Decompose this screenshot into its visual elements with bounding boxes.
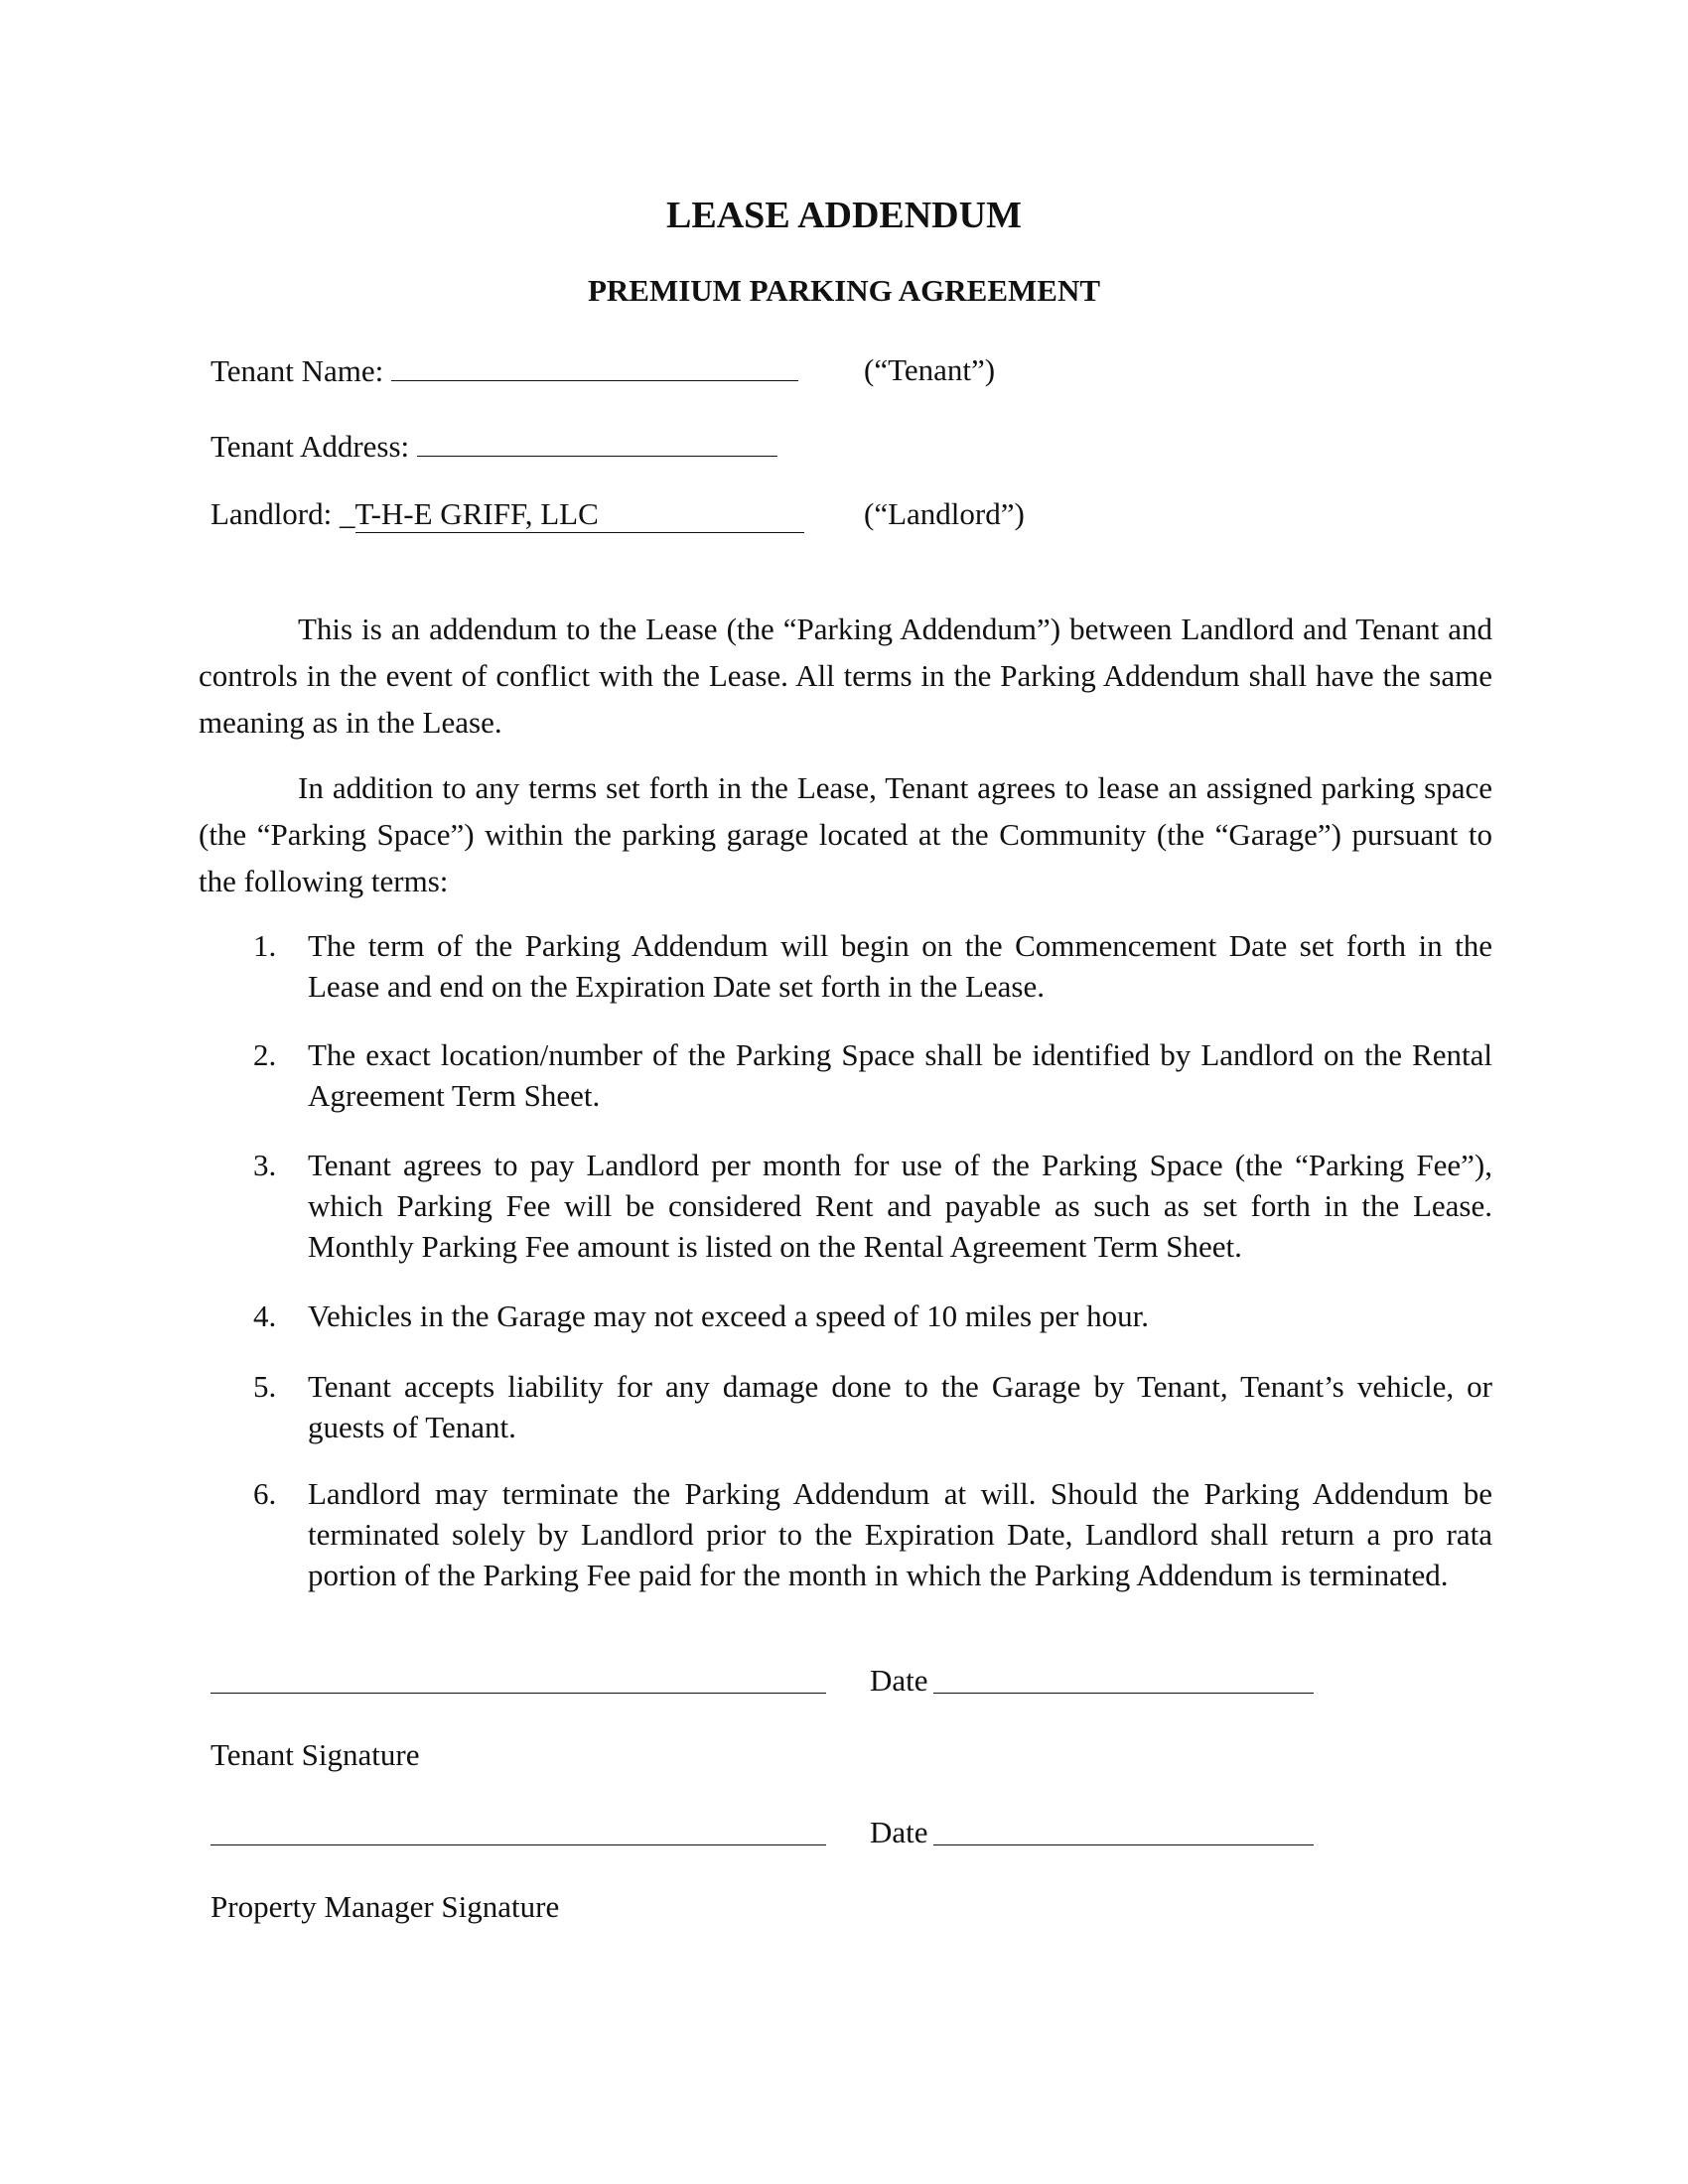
term-item (253, 1473, 1492, 1595)
tenant-signature-label: Tenant Signature (211, 1737, 420, 1772)
tenant-date-label: Date (870, 1663, 928, 1698)
manager-signature-label: Property Manager Signature (211, 1889, 560, 1924)
term-text: Vehicles in the Garage may not exceed a speed of 10 miles per hour. (308, 1298, 1150, 1333)
term-item (253, 1366, 1492, 1447)
terms-intro-paragraph: In addition to any terms set forth in the Lease, Tenant agrees to lease an assigned parking space (the “Parking Space”) within the parking garage located at the Community (the “Garage”) pursuant to the following terms: (199, 770, 1492, 898)
term-text: Landlord may terminate the Parking Addendum at will. Should the Parking Addendum be terminated solely by Landlord prior to the Expiration Date, Landlord shall return a pro rata portion of the Parking Fee paid for the month in which the Parking Addendum is terminated. (308, 1476, 1492, 1592)
term-item (253, 1034, 1492, 1116)
landlord-row (211, 496, 804, 533)
term-text: The exact location/number of the Parking Space shall be identified by Landlord on the Rental Agreement Term Sheet. (308, 1037, 1492, 1113)
term-number: 1. (253, 928, 277, 963)
manager-date-line[interactable] (933, 1844, 1314, 1845)
term-item (253, 925, 1492, 1007)
term-number: 4. (253, 1298, 277, 1333)
tenant-address-row (211, 428, 777, 465)
term-item (253, 1145, 1492, 1267)
tenant-alias: (“Tenant”) (864, 352, 996, 387)
term-text: Tenant agrees to pay Landlord per month for use of the Parking Space (the “Parking Fee”), which Parking Fee will be considered Rent and payable as such as set forth in the Lease. Monthly Parking Fee amount is listed on the Rental Agreement Term Sheet. (308, 1148, 1492, 1264)
term-text: The term of the Parking Addendum will begin on the Commencement Date set forth in the Lease and end on the Expiration Date set forth in the Lease. (308, 928, 1492, 1004)
landlord-label: Landlord: _ (211, 496, 355, 531)
term-number: 6. (253, 1476, 277, 1511)
tenant-address-label: Tenant Address: (211, 429, 410, 464)
tenant-name-row (211, 352, 798, 389)
term-number: 5. (253, 1369, 277, 1404)
intro-paragraph: This is an addendum to the Lease (the “Parking Addendum”) between Landlord and Tenant and controls in the event of conflict with the Lease. All terms in the Parking Addendum shall have the same meaning as in the Lease. (199, 612, 1492, 740)
tenant-signature-line[interactable] (211, 1693, 826, 1694)
term-number: 2. (253, 1037, 277, 1072)
landlord-field[interactable]: T-H-E GRIFF, LLC (355, 496, 804, 533)
term-number: 3. (253, 1148, 277, 1182)
manager-signature-line[interactable] (211, 1844, 826, 1845)
term-item (253, 1296, 1492, 1336)
tenant-name-label: Tenant Name: (211, 353, 384, 388)
tenant-address-field[interactable] (417, 428, 777, 457)
manager-date-label: Date (870, 1815, 928, 1849)
term-text: Tenant accepts liability for any damage done to the Garage by Tenant, Tenant’s vehicle, or guests of Tenant. (308, 1369, 1492, 1444)
tenant-date-line[interactable] (933, 1693, 1314, 1694)
document-subtitle: PREMIUM PARKING AGREEMENT (587, 273, 1101, 308)
document-title: LEASE ADDENDUM (666, 195, 1022, 236)
landlord-alias: (“Landlord”) (864, 496, 1025, 531)
tenant-name-field[interactable] (391, 352, 798, 381)
